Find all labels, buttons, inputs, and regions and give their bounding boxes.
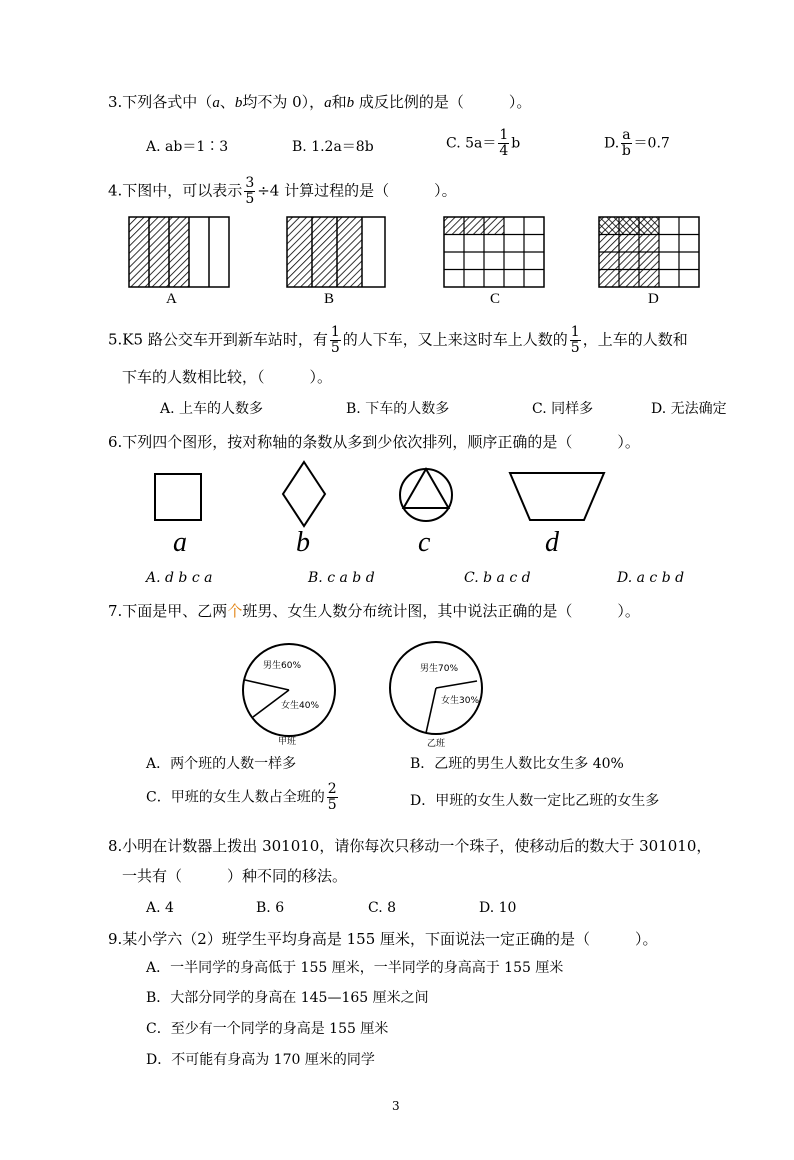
q3-var: a [212, 95, 220, 111]
q9-option-c[interactable]: C．至少有一个同学的身高是 155 厘米 [146, 1021, 389, 1037]
fraction-numerator: a [622, 127, 631, 143]
q3-stem-part: 、 [219, 93, 235, 111]
q6-option-a[interactable]: A. d b c a [146, 570, 213, 586]
q3-option-c-text: b [511, 135, 521, 152]
q8-option-d[interactable]: D. 10 [479, 900, 517, 916]
q9-option-b[interactable]: B．大部分同学的身高在 145—165 厘米之间 [146, 990, 429, 1006]
pie-jia-male-label: 男生60% [263, 661, 302, 671]
fraction-numerator: 3 [245, 175, 255, 191]
shape-label-b: b [296, 527, 310, 558]
q5-option-d[interactable]: D. 无法确定 [651, 401, 727, 417]
pie-yi-male-label: 男生70% [420, 664, 459, 674]
pie-jia-caption: 甲班 [278, 737, 297, 747]
fraction-denominator: 5 [327, 797, 337, 813]
rhombus-shape [283, 462, 325, 526]
q6-option-d[interactable]: D. a c b d [617, 570, 685, 586]
fraction-numerator: 1 [330, 324, 340, 340]
q7-option-a[interactable]: A．两个班的人数一样多 [146, 756, 297, 772]
q3-var: b [346, 95, 355, 111]
q3-option-d-text: D. [604, 135, 620, 152]
q7-stem-part: 班男、女生人数分布统计图，其中说法正确的是（ ）。 [242, 602, 640, 620]
q5-stem-line1 [108, 325, 688, 356]
q8-stem-line1: 8.小明在计数器上拨出 301010，请你每次只移动一个珠子，使移动后的数大于 301010， [108, 837, 712, 855]
q9-option-a[interactable]: A．一半同学的身高低于 155 厘米，一半同学的身高高于 155 厘米 [146, 960, 564, 976]
fraction-denominator: 4 [499, 143, 509, 159]
q7-option-c[interactable] [146, 782, 340, 813]
q4-figure-c[interactable] [444, 217, 544, 287]
square-shape [155, 474, 201, 520]
q3-option-b[interactable]: B. 1.2a＝8b [292, 139, 374, 155]
q8-option-b[interactable]: B. 6 [256, 900, 285, 916]
q3-var: b [234, 95, 243, 111]
q5-option-a[interactable]: A. 上车的人数多 [160, 401, 264, 417]
q7-option-b[interactable]: B．乙班的男生人数比女生多 40% [410, 756, 624, 772]
shape-label-a: a [173, 527, 187, 558]
q7-option-d[interactable]: D．甲班的女生人数一定比乙班的女生多 [410, 793, 660, 809]
q3-option-a[interactable]: A. ab＝1∶3 [146, 139, 229, 155]
q9-option-d[interactable]: D．不可能有身高为 170 厘米的同学 [146, 1052, 375, 1068]
q5-stem-part: 5.K5 路公交车开到新车站时，有 [108, 330, 328, 349]
q7-stem-part: 7.下面是甲、乙两 [108, 602, 228, 620]
fraction-numerator: 2 [327, 781, 337, 797]
q3-var: a [324, 95, 332, 111]
q8-option-a[interactable]: A. 4 [146, 900, 174, 916]
shape-label-c: c [418, 527, 431, 558]
q4-label-a: A [166, 291, 177, 307]
page-number: 3 [392, 1099, 400, 1113]
q3-stem-part: 均不为 0）， [242, 93, 325, 111]
pie-chart-yi [390, 642, 482, 734]
q5-fraction-2 [570, 325, 581, 356]
q3-option-d-text: ＝0.7 [633, 135, 670, 152]
q8-stem-line2: 一共有（ ）种不同的移法。 [122, 867, 348, 885]
q6-option-c[interactable]: C. b a c d [464, 570, 531, 586]
q9-stem: 9.某小学六（2）班学生平均身高是 155 厘米，下面说法一定正确的是（ ）。 [108, 930, 658, 948]
q4-figure-b[interactable] [287, 217, 385, 287]
q5-fraction-1 [330, 325, 341, 356]
q3-stem-part: 成反比例的是（ ）。 [354, 93, 532, 111]
q3-stem-part: 3.下列各式中（ [108, 93, 213, 111]
pie-jia-female-label: 女生40% [281, 701, 320, 711]
shape-label-d: d [545, 527, 559, 558]
q6-stem: 6.下列四个图形，按对称轴的条数从多到少依次排列，顺序正确的是（ ）。 [108, 433, 640, 451]
fraction-numerator: 1 [570, 324, 580, 340]
q5-stem-part: ，上车的人数和 [582, 330, 688, 349]
q3-option-c-text: C. 5a＝ [446, 135, 497, 152]
q4-figure-a[interactable] [129, 217, 229, 287]
circle-triangle-shape [400, 469, 452, 521]
q4-stem-part: 4.下图中，可以表示 [108, 181, 243, 200]
q7-option-c-fraction [327, 782, 338, 813]
fraction-denominator: 5 [570, 340, 580, 356]
q4-label-c: C [490, 291, 501, 307]
fraction-denominator: 5 [245, 191, 255, 207]
q5-stem-part: 的人下车，又上来这时车上人数的 [342, 330, 568, 349]
q7-stem [108, 601, 640, 621]
q7-stem-highlight: 个 [227, 602, 243, 620]
q5-option-c[interactable]: C. 同样多 [532, 401, 594, 417]
q3-stem-part: 和 [331, 93, 347, 111]
pie-yi-female-label: 女生30% [441, 696, 480, 706]
pie-yi-caption: 乙班 [427, 739, 446, 749]
q4-figure-d[interactable] [599, 217, 699, 287]
fraction-denominator: b [621, 143, 631, 159]
q8-option-c[interactable]: C. 8 [368, 900, 397, 916]
fraction-denominator: 5 [330, 340, 340, 356]
trapezoid-shape [510, 473, 604, 520]
q4-label-d: D [648, 291, 659, 307]
q7-option-c-text: C．甲班的女生人数占全班的 [146, 789, 325, 806]
q5-option-b[interactable]: B. 下车的人数多 [346, 401, 450, 417]
q4-stem-part: ÷4 计算过程的是（ ）。 [257, 181, 457, 200]
fraction-numerator: 1 [499, 127, 509, 143]
q4-label-b: B [324, 291, 335, 307]
q5-stem-line2: 下车的人数相比较，（ ）。 [122, 368, 333, 386]
q6-option-b[interactable]: B. c a b d [308, 570, 375, 586]
